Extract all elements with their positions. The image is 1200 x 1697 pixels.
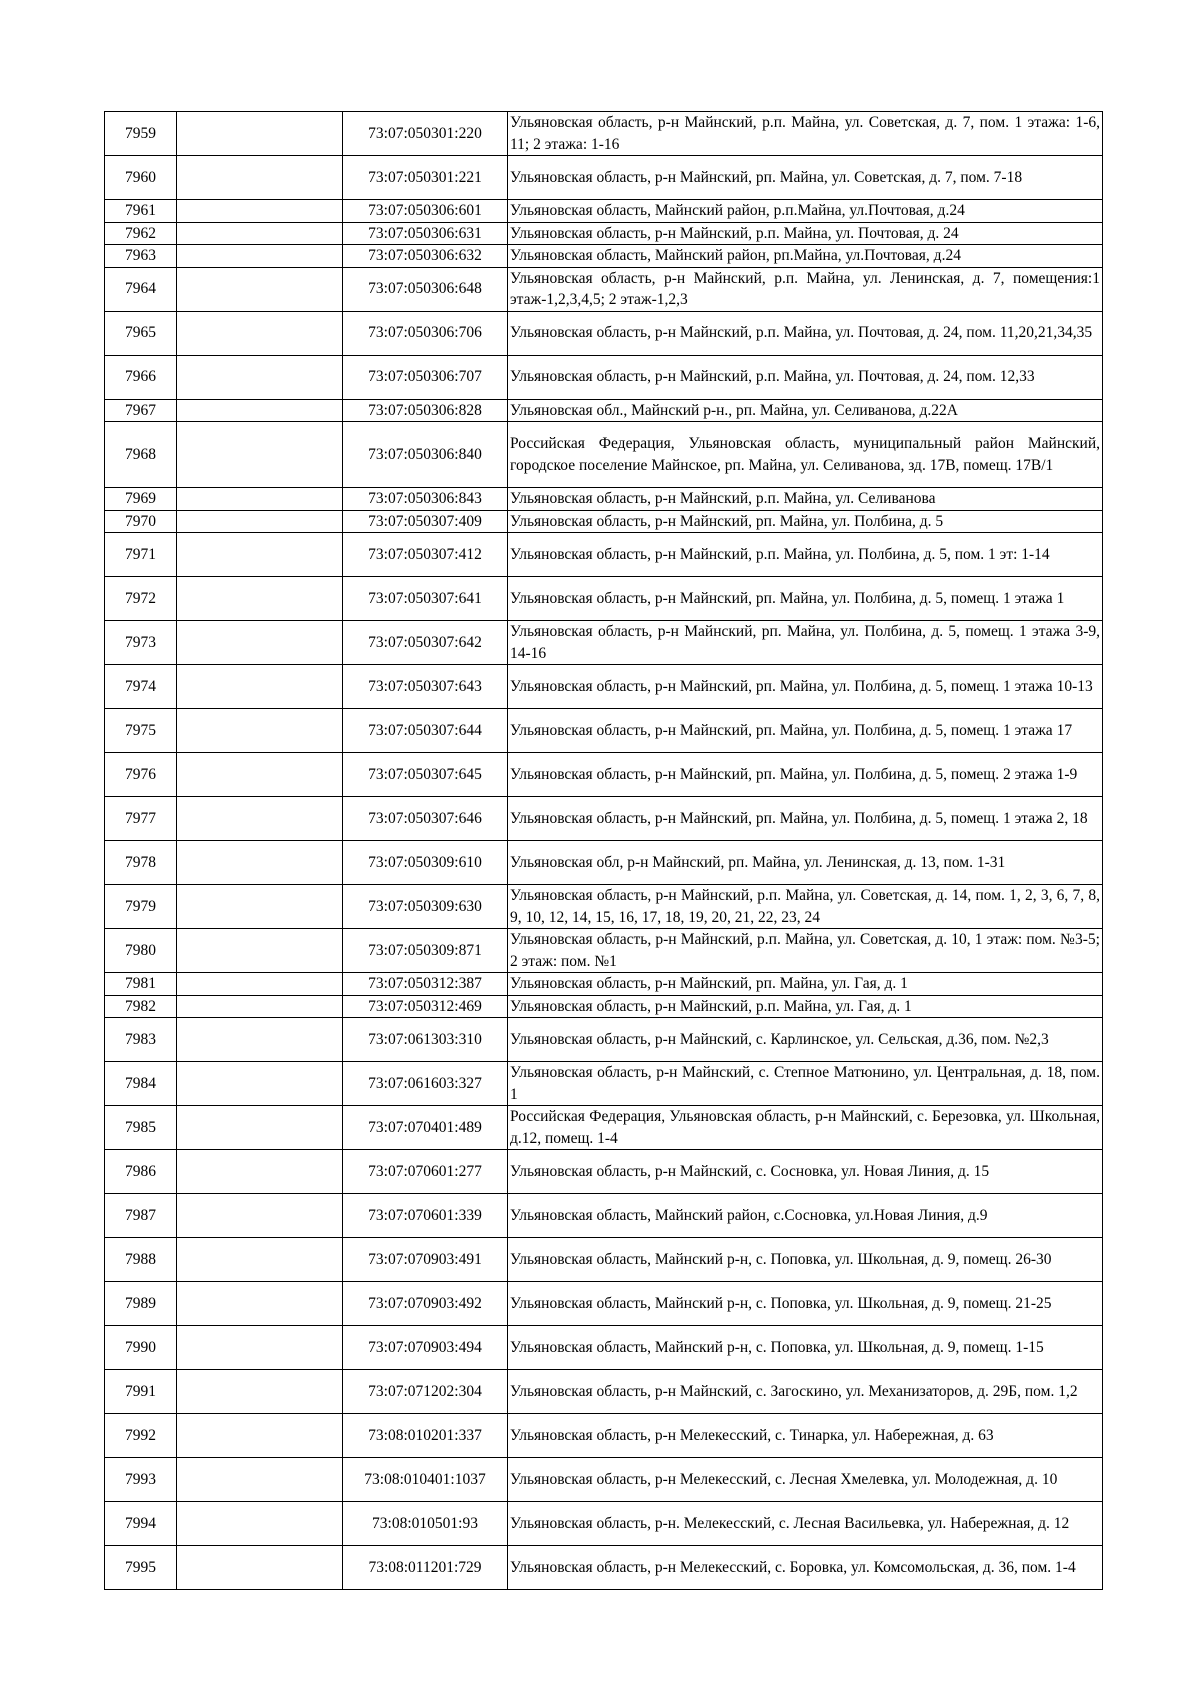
table-row (105, 156, 1103, 200)
row-number: 7983 (105, 1018, 177, 1062)
owner-cell (177, 797, 343, 841)
owner-cell (177, 929, 343, 973)
cadastral-number: 73:07:050307:646 (343, 797, 508, 841)
table-row (105, 1106, 1103, 1150)
owner-cell (177, 1546, 343, 1590)
table-row (105, 1502, 1103, 1546)
cadastral-number: 73:07:050307:644 (343, 709, 508, 753)
address-cell: Ульяновская область, р-н Майнский, р.п. Майна, ул. Советская, д. 14, пом. 1, 2, 3, 6, 7, 8, 9, 10, 12, 14, 15, 16, 17, 18, 19, 20, 21, 22, 23, 24 (508, 885, 1103, 929)
row-number: 7960 (105, 156, 177, 200)
table-row (105, 200, 1103, 223)
cadastral-number: 73:07:070601:277 (343, 1150, 508, 1194)
cadastral-number: 73:07:050309:871 (343, 929, 508, 973)
row-number: 7991 (105, 1370, 177, 1414)
address-cell: Ульяновская область, Майнский район, р.п.Майна, ул.Почтовая, д.24 (508, 200, 1103, 223)
owner-cell (177, 510, 343, 533)
row-number: 7994 (105, 1502, 177, 1546)
table-row (105, 1282, 1103, 1326)
cadastral-number: 73:07:050306:648 (343, 267, 508, 311)
table-row (105, 488, 1103, 511)
registry-body (105, 112, 1103, 1590)
owner-cell (177, 311, 343, 355)
table-row (105, 973, 1103, 996)
address-cell: Ульяновская область, р-н Майнский, рп. Майна, ул. Гая, д. 1 (508, 973, 1103, 996)
cadastral-number: 73:07:050306:840 (343, 422, 508, 488)
owner-cell (177, 422, 343, 488)
address-cell: Ульяновская область, р-н Майнский, рп. Майна, ул. Полбина, д. 5 (508, 510, 1103, 533)
table-row (105, 422, 1103, 488)
cadastral-number: 73:07:070903:492 (343, 1282, 508, 1326)
cadastral-number: 73:07:050307:641 (343, 577, 508, 621)
address-cell: Ульяновская область, р-н Майнский, р.п. Майна, ул. Селиванова (508, 488, 1103, 511)
address-cell: Ульяновская область, р-н Майнский, с. Степное Матюнино, ул. Центральная, д. 18, пом. 1 (508, 1062, 1103, 1106)
address-cell: Ульяновская область, Майнский р-н, с. Поповка, ул. Школьная, д. 9, помещ. 21-25 (508, 1282, 1103, 1326)
address-cell: Ульяновская область, р-н Майнский, р.п. Майна, ул. Советская, д. 7, пом. 1 этажа: 1-6, 11; 2 этажа: 1-16 (508, 112, 1103, 156)
row-number: 7973 (105, 621, 177, 665)
address-cell: Ульяновская область, р-н Майнский, р.п. Майна, ул. Почтовая, д. 24, пом. 11,20,21,34,35 (508, 311, 1103, 355)
row-number: 7967 (105, 399, 177, 422)
cadastral-number: 73:07:050306:631 (343, 222, 508, 245)
owner-cell (177, 245, 343, 268)
row-number: 7970 (105, 510, 177, 533)
row-number: 7985 (105, 1106, 177, 1150)
address-cell: Ульяновская область, р-н Майнский, р.п. Майна, ул. Почтовая, д. 24, пом. 12,33 (508, 355, 1103, 399)
address-cell: Ульяновская область, р-н Майнский, р.п. Майна, ул. Полбина, д. 5, пом. 1 эт: 1-14 (508, 533, 1103, 577)
cadastral-number: 73:07:050309:630 (343, 885, 508, 929)
cadastral-number: 73:07:070903:494 (343, 1326, 508, 1370)
address-cell: Российская Федерация, Ульяновская область, муниципальный район Майнский, городское поселение Майнское, рп. Майна, ул. Селиванова, зд. 17В, помещ. 17В/1 (508, 422, 1103, 488)
row-number: 7977 (105, 797, 177, 841)
owner-cell (177, 1282, 343, 1326)
cadastral-number: 73:08:010501:93 (343, 1502, 508, 1546)
owner-cell (177, 533, 343, 577)
cadastral-number: 73:08:010201:337 (343, 1414, 508, 1458)
cadastral-number: 73:07:050306:843 (343, 488, 508, 511)
row-number: 7986 (105, 1150, 177, 1194)
row-number: 7976 (105, 753, 177, 797)
address-cell: Ульяновская область, р-н Мелекесский, с. Лесная Хмелевка, ул. Молодежная, д. 10 (508, 1458, 1103, 1502)
address-cell: Ульяновская область, р-н Мелекесский, с. Боровка, ул. Комсомольская, д. 36, пом. 1-4 (508, 1546, 1103, 1590)
owner-cell (177, 885, 343, 929)
address-cell: Ульяновская область, р-н Майнский, р.п. Майна, ул. Гая, д. 1 (508, 995, 1103, 1018)
cadastral-number: 73:07:050306:632 (343, 245, 508, 268)
table-row (105, 841, 1103, 885)
owner-cell (177, 577, 343, 621)
table-row (105, 1458, 1103, 1502)
owner-cell (177, 200, 343, 223)
row-number: 7972 (105, 577, 177, 621)
table-row (105, 1326, 1103, 1370)
owner-cell (177, 1238, 343, 1282)
table-row (105, 399, 1103, 422)
cadastral-number: 73:07:050309:610 (343, 841, 508, 885)
address-cell: Ульяновская область, Майнский район, рп.Майна, ул.Почтовая, д.24 (508, 245, 1103, 268)
address-cell: Ульяновская область, р-н Майнский, рп. Майна, ул. Полбина, д. 5, помещ. 2 этажа 1-9 (508, 753, 1103, 797)
owner-cell (177, 665, 343, 709)
row-number: 7979 (105, 885, 177, 929)
table-row (105, 577, 1103, 621)
table-row (105, 1194, 1103, 1238)
cadastral-number: 73:07:070903:491 (343, 1238, 508, 1282)
owner-cell (177, 1194, 343, 1238)
row-number: 7995 (105, 1546, 177, 1590)
address-cell: Ульяновская область, р-н Мелекесский, с. Тинарка, ул. Набережная, д. 63 (508, 1414, 1103, 1458)
table-row (105, 1150, 1103, 1194)
address-cell: Российская Федерация, Ульяновская область, р-н Майнский, с. Березовка, ул. Школьная, д.12, помещ. 1-4 (508, 1106, 1103, 1150)
table-row (105, 222, 1103, 245)
table-row (105, 1018, 1103, 1062)
owner-cell (177, 995, 343, 1018)
table-row (105, 245, 1103, 268)
row-number: 7969 (105, 488, 177, 511)
table-row (105, 311, 1103, 355)
cadastral-number: 73:07:050312:387 (343, 973, 508, 996)
table-row (105, 533, 1103, 577)
owner-cell (177, 1370, 343, 1414)
cadastral-number: 73:07:050307:643 (343, 665, 508, 709)
owner-cell (177, 621, 343, 665)
row-number: 7987 (105, 1194, 177, 1238)
cadastral-number: 73:07:061603:327 (343, 1062, 508, 1106)
address-cell: Ульяновская область, р-н Майнский, р.п. Майна, ул. Почтовая, д. 24 (508, 222, 1103, 245)
table-row (105, 709, 1103, 753)
owner-cell (177, 222, 343, 245)
table-row (105, 929, 1103, 973)
address-cell: Ульяновская область, р-н Майнский, рп. Майна, ул. Полбина, д. 5, помещ. 1 этажа 10-13 (508, 665, 1103, 709)
owner-cell (177, 1106, 343, 1150)
row-number: 7959 (105, 112, 177, 156)
property-registry-table (104, 111, 1103, 1590)
cadastral-number: 73:07:050301:220 (343, 112, 508, 156)
cadastral-number: 73:07:071202:304 (343, 1370, 508, 1414)
row-number: 7990 (105, 1326, 177, 1370)
owner-cell (177, 156, 343, 200)
row-number: 7980 (105, 929, 177, 973)
owner-cell (177, 1150, 343, 1194)
address-cell: Ульяновская область, р-н Майнский, р.п. Майна, ул. Ленинская, д. 7, помещения:1 этаж-1,2,3,4,5; 2 этаж-1,2,3 (508, 267, 1103, 311)
owner-cell (177, 753, 343, 797)
address-cell: Ульяновская область, р-н Майнский, с. Карлинское, ул. Сельская, д.36, пом. №2,3 (508, 1018, 1103, 1062)
row-number: 7966 (105, 355, 177, 399)
row-number: 7984 (105, 1062, 177, 1106)
cadastral-number: 73:07:070401:489 (343, 1106, 508, 1150)
table-row (105, 1238, 1103, 1282)
cadastral-number: 73:07:050301:221 (343, 156, 508, 200)
cadastral-number: 73:07:050307:642 (343, 621, 508, 665)
row-number: 7992 (105, 1414, 177, 1458)
address-cell: Ульяновская обл., Майнский р-н., рп. Майна, ул. Селиванова, д.22А (508, 399, 1103, 422)
row-number: 7978 (105, 841, 177, 885)
address-cell: Ульяновская область, р-н. Мелекесский, с. Лесная Васильевка, ул. Набережная, д. 12 (508, 1502, 1103, 1546)
row-number: 7981 (105, 973, 177, 996)
owner-cell (177, 1062, 343, 1106)
row-number: 7974 (105, 665, 177, 709)
row-number: 7982 (105, 995, 177, 1018)
table-row (105, 665, 1103, 709)
cadastral-number: 73:07:070601:339 (343, 1194, 508, 1238)
row-number: 7962 (105, 222, 177, 245)
cadastral-number: 73:07:050307:645 (343, 753, 508, 797)
cadastral-number: 73:07:061303:310 (343, 1018, 508, 1062)
address-cell: Ульяновская область, р-н Майнский, рп. Майна, ул. Полбина, д. 5, помещ. 1 этажа 3-9, 14-16 (508, 621, 1103, 665)
table-row (105, 753, 1103, 797)
address-cell: Ульяновская область, р-н Майнский, р.п. Майна, ул. Советская, д. 10, 1 этаж: пом. №3-5; 2 этаж: пом. №1 (508, 929, 1103, 973)
owner-cell (177, 1458, 343, 1502)
owner-cell (177, 267, 343, 311)
table-row (105, 1370, 1103, 1414)
cadastral-number: 73:08:011201:729 (343, 1546, 508, 1590)
address-cell: Ульяновская область, Майнский р-н, с. Поповка, ул. Школьная, д. 9, помещ. 26-30 (508, 1238, 1103, 1282)
owner-cell (177, 112, 343, 156)
owner-cell (177, 355, 343, 399)
table-row (105, 112, 1103, 156)
address-cell: Ульяновская область, р-н Майнский, рп. Майна, ул. Полбина, д. 5, помещ. 1 этажа 1 (508, 577, 1103, 621)
table-row (105, 995, 1103, 1018)
address-cell: Ульяновская область, р-н Майнский, рп. Майна, ул. Полбина, д. 5, помещ. 1 этажа 17 (508, 709, 1103, 753)
address-cell: Ульяновская область, р-н Майнский, рп. Майна, ул. Полбина, д. 5, помещ. 1 этажа 2, 18 (508, 797, 1103, 841)
table-row (105, 885, 1103, 929)
table-row (105, 621, 1103, 665)
owner-cell (177, 973, 343, 996)
address-cell: Ульяновская область, р-н Майнский, с. Загоскино, ул. Механизаторов, д. 29Б, пом. 1,2 (508, 1370, 1103, 1414)
table-row (105, 355, 1103, 399)
address-cell: Ульяновская обл, р-н Майнский, рп. Майна, ул. Ленинская, д. 13, пом. 1-31 (508, 841, 1103, 885)
address-cell: Ульяновская область, Майнский р-н, с. Поповка, ул. Школьная, д. 9, помещ. 1-15 (508, 1326, 1103, 1370)
address-cell: Ульяновская область, Майнский район, с.Сосновка, ул.Новая Линия, д.9 (508, 1194, 1103, 1238)
row-number: 7963 (105, 245, 177, 268)
row-number: 7975 (105, 709, 177, 753)
cadastral-number: 73:07:050306:706 (343, 311, 508, 355)
row-number: 7965 (105, 311, 177, 355)
row-number: 7989 (105, 1282, 177, 1326)
table-row (105, 267, 1103, 311)
table-row (105, 1062, 1103, 1106)
row-number: 7968 (105, 422, 177, 488)
owner-cell (177, 488, 343, 511)
owner-cell (177, 399, 343, 422)
table-row (105, 1546, 1103, 1590)
row-number: 7993 (105, 1458, 177, 1502)
row-number: 7988 (105, 1238, 177, 1282)
table-row (105, 510, 1103, 533)
address-cell: Ульяновская область, р-н Майнский, рп. Майна, ул. Советская, д. 7, пом. 7-18 (508, 156, 1103, 200)
owner-cell (177, 709, 343, 753)
row-number: 7961 (105, 200, 177, 223)
owner-cell (177, 841, 343, 885)
table-row (105, 797, 1103, 841)
address-cell: Ульяновская область, р-н Майнский, с. Сосновка, ул. Новая Линия, д. 15 (508, 1150, 1103, 1194)
table-row (105, 1414, 1103, 1458)
row-number: 7964 (105, 267, 177, 311)
owner-cell (177, 1326, 343, 1370)
owner-cell (177, 1414, 343, 1458)
cadastral-number: 73:07:050307:412 (343, 533, 508, 577)
row-number: 7971 (105, 533, 177, 577)
owner-cell (177, 1502, 343, 1546)
cadastral-number: 73:07:050312:469 (343, 995, 508, 1018)
cadastral-number: 73:07:050306:601 (343, 200, 508, 223)
cadastral-number: 73:07:050306:707 (343, 355, 508, 399)
owner-cell (177, 1018, 343, 1062)
cadastral-number: 73:08:010401:1037 (343, 1458, 508, 1502)
cadastral-number: 73:07:050307:409 (343, 510, 508, 533)
cadastral-number: 73:07:050306:828 (343, 399, 508, 422)
